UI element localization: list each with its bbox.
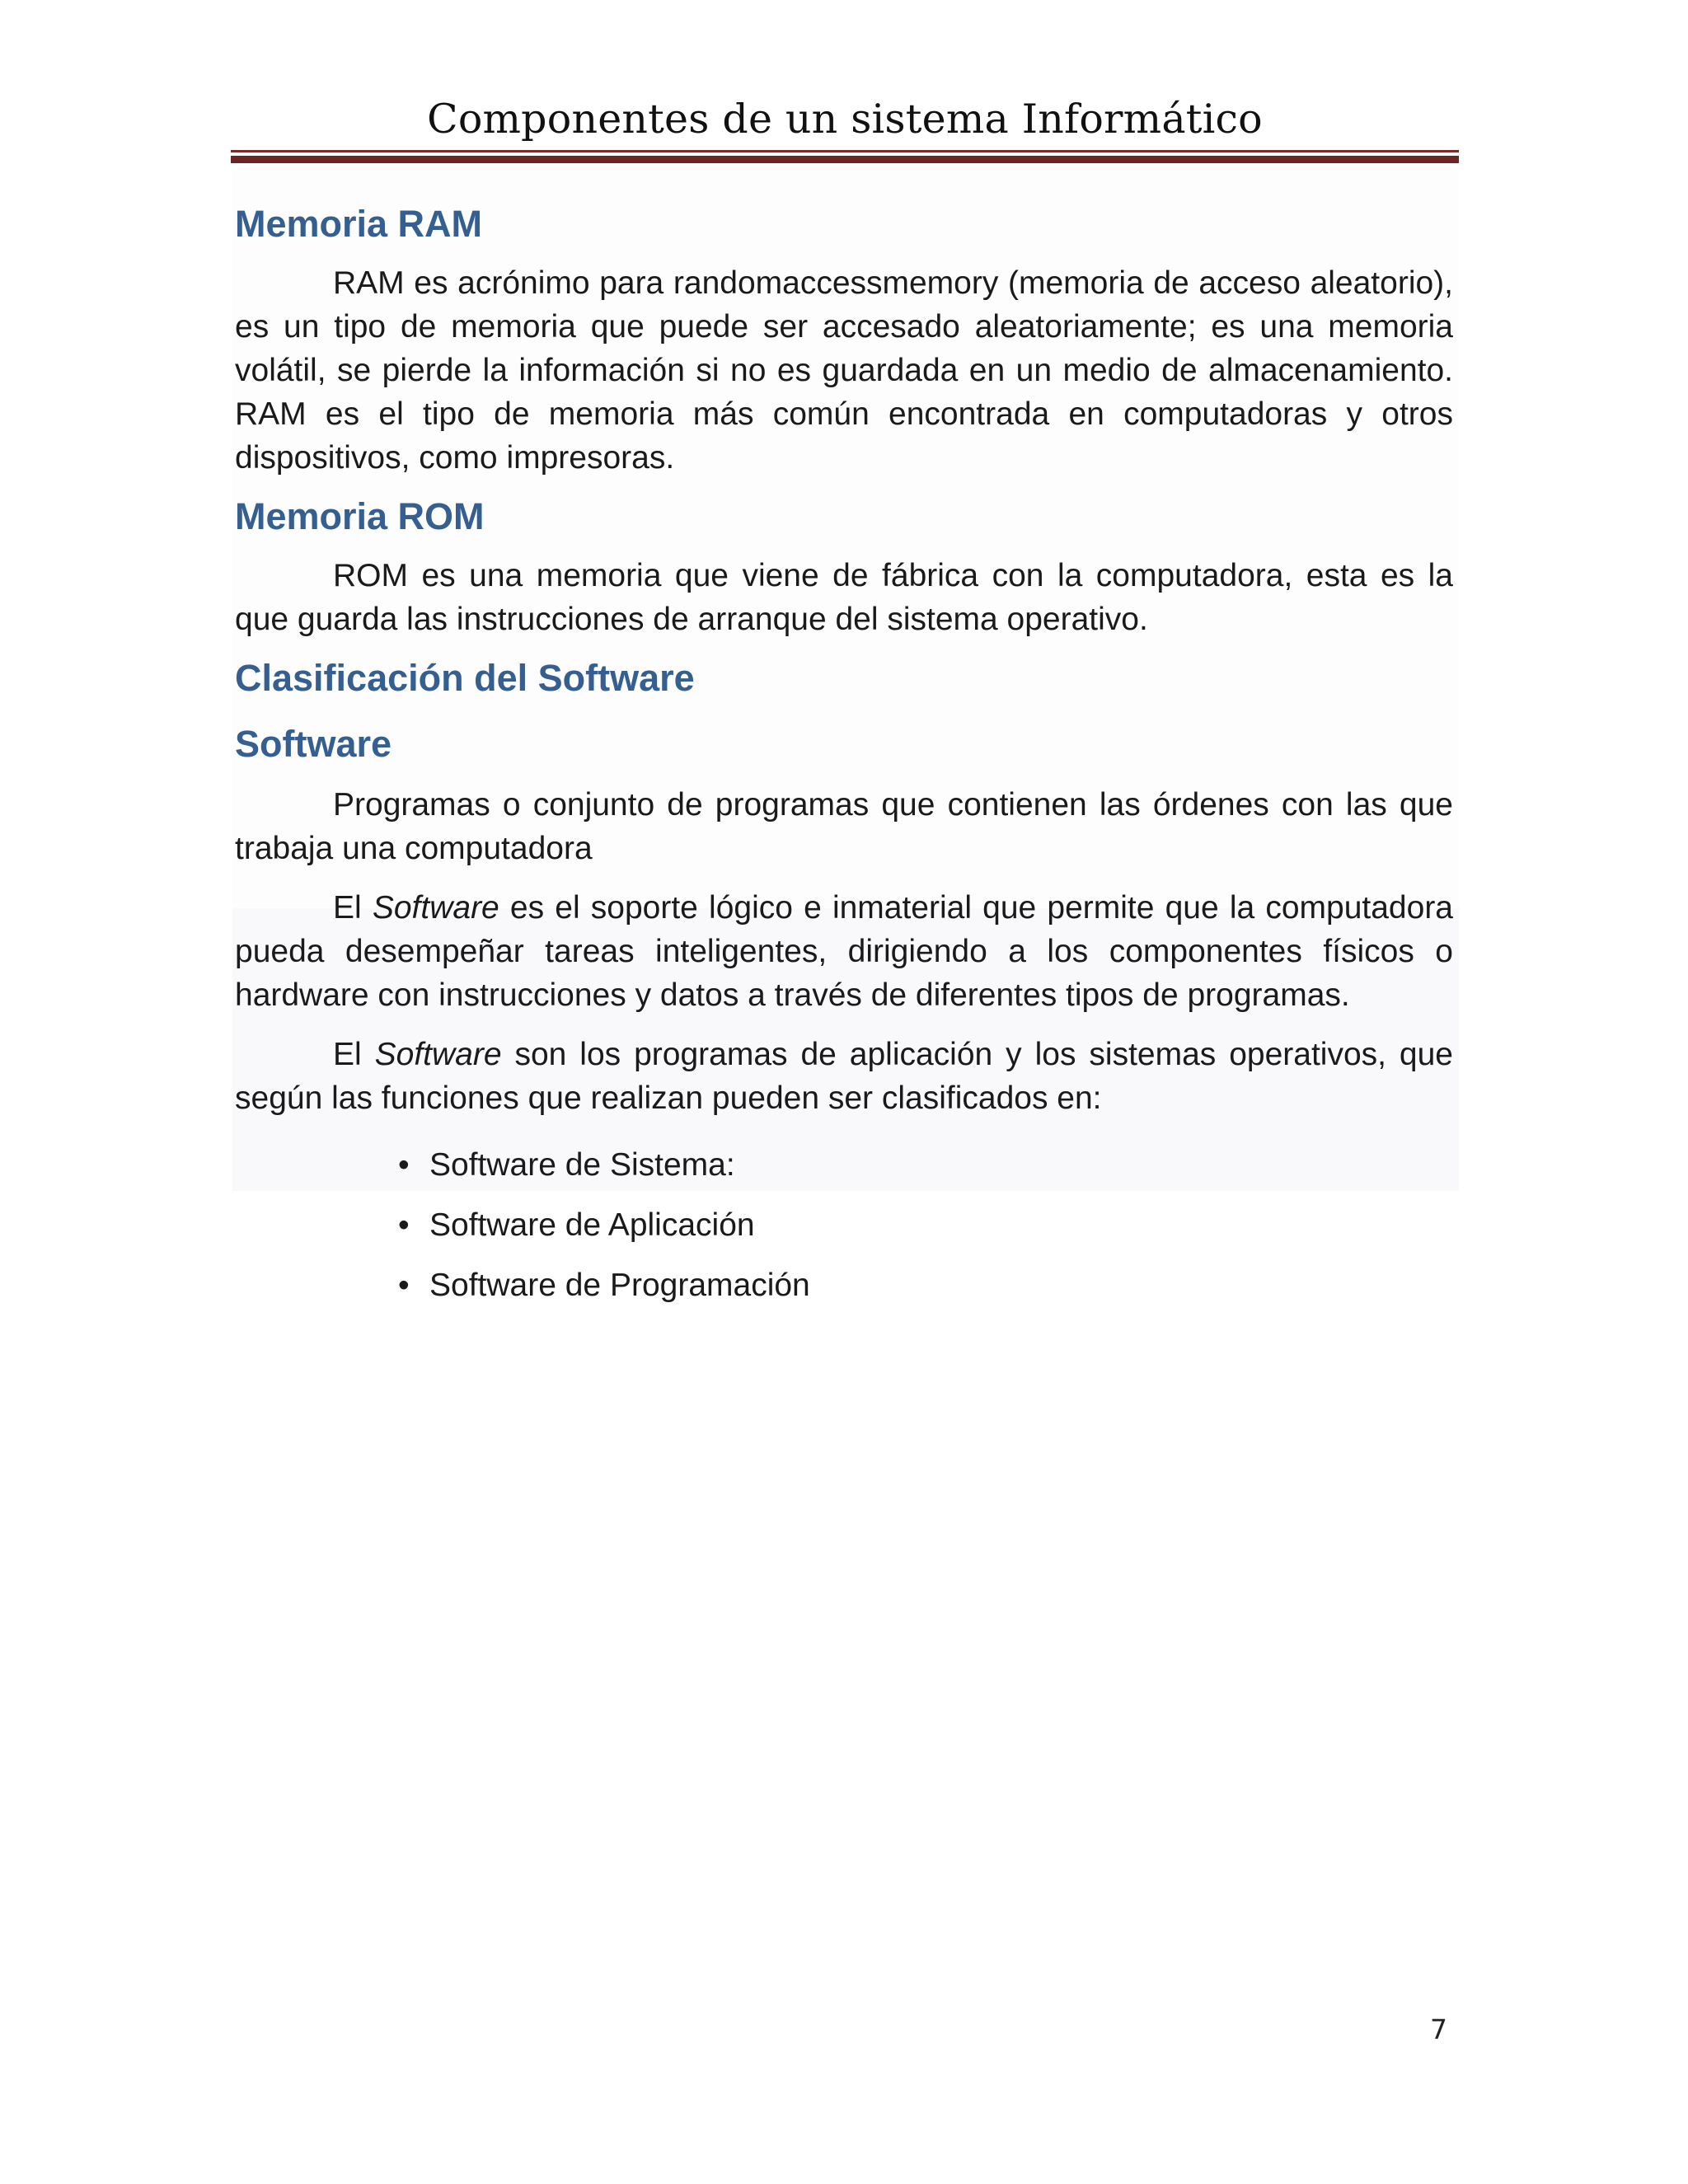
heading-memoria-ram: Memoria RAM xyxy=(235,203,483,245)
header-rule-thin xyxy=(231,150,1459,152)
paragraph-prefix: El xyxy=(333,1037,375,1072)
bullet-icon: • xyxy=(398,1268,410,1303)
bullet-icon: • xyxy=(398,1207,410,1243)
paragraph-rest: es el soporte lógico e inmaterial que permite que la computadora pueda desempeñar tareas inteligentes, dirigiendo a los componentes físicos o hardware con instrucciones y datos a través de diferentes tipos de programas. xyxy=(235,890,1453,1013)
page-header-title: Componentes de un sistema Informático xyxy=(427,96,1263,143)
list-item xyxy=(398,1135,1453,1195)
paragraph-software-soporte xyxy=(235,886,1453,1017)
page-number: 7 xyxy=(1430,2013,1447,2046)
paragraph-software-definition: Programas o conjunto de programas que contienen las órdenes con las que trabaja una computadora xyxy=(235,787,1453,866)
heading-software: Software xyxy=(235,723,392,765)
list-item xyxy=(398,1255,1453,1315)
page-content xyxy=(235,198,1453,1315)
paragraph-prefix: El xyxy=(333,890,373,926)
bullet-icon: • xyxy=(398,1147,410,1183)
list-item-label: Software de Sistema: xyxy=(429,1147,735,1183)
paragraph-rest: son los programas de aplicación y los sistemas operativos, que según las funciones que realizan pueden ser clasificados en: xyxy=(235,1037,1453,1116)
list-item-label: Software de Aplicación xyxy=(429,1207,755,1243)
heading-clasificacion-software: Clasificación del Software xyxy=(235,657,695,699)
paragraph-memoria-ram: RAM es acrónimo para randomaccessmemory (memoria de acceso aleatorio), es un tipo de memoria que puede ser accesado aleatoriamente; es una memoria volátil, se pierde la información si no es guardada en un medio de almacenamiento. RAM es el tipo de memoria más común encontrada en computadoras y otros dispositivos, como impresoras. xyxy=(235,265,1453,476)
emphasis-software: Software xyxy=(374,1037,502,1072)
list-item xyxy=(398,1195,1453,1255)
paragraph-software-programas xyxy=(235,1033,1453,1120)
list-item-label: Software de Programación xyxy=(429,1268,810,1303)
software-types-list xyxy=(235,1135,1453,1315)
header-rule-thick xyxy=(231,156,1459,163)
paragraph-memoria-rom: ROM es una memoria que viene de fábrica con la computadora, esta es la que guarda las instrucciones de arranque del sistema operativo. xyxy=(235,558,1453,637)
emphasis-software: Software xyxy=(372,890,499,926)
heading-memoria-rom: Memoria ROM xyxy=(235,495,485,537)
